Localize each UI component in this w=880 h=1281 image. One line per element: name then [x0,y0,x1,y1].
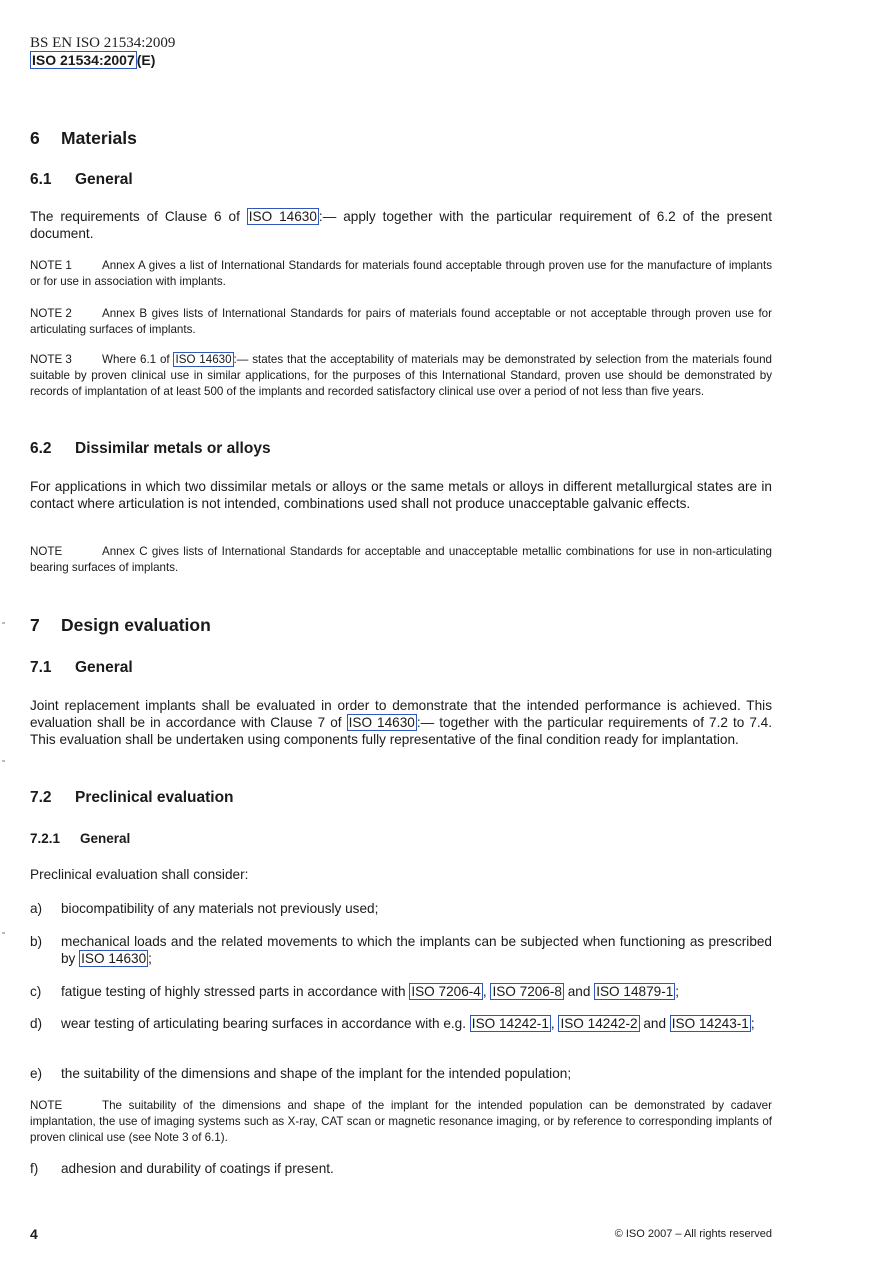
note-1: NOTE 1 Annex A gives a list of International Standards for materials found acceptable through proven use for the manufacture of implants or for use in association with implants. [30,259,772,288]
section-6-1-heading: 6.1 General [30,171,133,188]
list-item-c: c) fatigue testing of highly stressed parts in accordance with ISO 7206-4 , ISO 7206-8 and ISO 14879-1 ; [30,984,680,999]
section-6-1-paragraph: The requirements of Clause 6 of ISO 14630 :— apply together with the particular requirement of 6.2 of the present document. [30,209,773,241]
iso-14243-1-link[interactable]: ISO 14243-1 [671,1016,749,1031]
margin-mark [2,932,5,934]
section-7-1-heading: 7.1 General [30,659,133,676]
bs-standard-number: BS EN ISO 21534:2009 [30,35,176,51]
note-2: NOTE 2 Annex B gives lists of International Standards for pairs of materials found acceptable or not acceptable through proven use for articulating surfaces of implants. [30,307,772,336]
list-item-b: b) mechanical loads and the related movements to which the implants can be subjected when functioning as prescribed by ISO 14630 ; [30,934,772,966]
section-6-2-paragraph: For applications in which two dissimilar metals or alloys or the same metals or alloys in different metallurgical states are in contact where articulation is not intended, combinations used shall not produce unacceptable galvanic effects. [30,479,772,511]
margin-mark [2,760,5,762]
iso-14242-1-link[interactable]: ISO 14242-1 [471,1016,549,1031]
list-item-e: e) the suitability of the dimensions and shape of the implant for the intended population; [30,1066,572,1081]
iso-header-link[interactable]: ISO 21534:2007 [32,52,135,68]
iso-7206-4-link[interactable]: ISO 7206-4 [411,984,481,999]
section-7-1-paragraph: Joint replacement implants shall be evaluated in order to demonstrate that the intended performance is achieved. This evaluation shall be in accordance with Clause 7 of ISO 14630 :— together with the particular requirements of 7.2 to 7.4. This evaluation shall be undertaken using components fully representative of the final condition ready for implantation. [30,698,772,747]
list-item-a: a) biocompatibility of any materials not previously used; [30,901,379,916]
iso-14630-link[interactable]: ISO 14630 [81,951,147,966]
list-intro: Preclinical evaluation shall consider: [30,867,249,882]
iso-7206-8-link[interactable]: ISO 7206-8 [492,984,562,999]
list-item-f: f) adhesion and durability of coatings if present. [30,1161,334,1176]
note-6-2: NOTE Annex C gives lists of International Standards for acceptable and unacceptable metallic combinations for use in non-articulating bearing surfaces of implants. [30,545,772,574]
note-7-2-1: NOTE The suitability of the dimensions and shape of the implant for the intended population can be demonstrated by cadaver implantation, the use of imaging systems such as X-ray, CAT scan or magnetic resonance imaging, or by reference to corresponding implants of proven clinical use (see Note 3 of 6.1). [30,1099,772,1144]
copyright-notice: © ISO 2007 – All rights reserved [614,1228,772,1240]
iso-14630-link[interactable]: ISO 14630 [248,209,317,224]
margin-mark [2,622,5,624]
iso-14879-1-link[interactable]: ISO 14879-1 [596,984,674,999]
section-7-heading: 7 Design evaluation [30,615,211,635]
iso-14630-link[interactable]: ISO 14630 [348,715,415,730]
iso-standard-header [30,52,155,69]
section-6-2-heading: 6.2 Dissimilar metals or alloys [30,440,271,457]
page-number: 4 [30,1226,38,1242]
section-6-heading: 6 Materials [30,128,137,148]
list-item-d: d) wear testing of articulating bearing surfaces in accordance with e.g. ISO 14242-1 , ISO 14242-2 and ISO 14243-1 ; [30,1016,755,1031]
section-7-2-1-heading: 7.2.1 General [30,831,131,846]
iso-header-suffix: (E) [136,52,156,68]
iso-14630-link[interactable]: ISO 14630 [175,353,232,366]
section-7-2-heading: 7.2 Preclinical evaluation [30,789,234,806]
note-3: NOTE 3 Where 6.1 of ISO 14630 :— states that the acceptability of materials may be demonstrated by selection from the materials found suitable by proven clinical use in similar applications, for the purposes of this International Standard, proven use should be demonstrated by records of implantation of at least 500 of the implants and recorded satisfactory clinical use over a period of not less than five years. [30,353,772,398]
iso-14242-2-link[interactable]: ISO 14242-2 [560,1016,638,1031]
